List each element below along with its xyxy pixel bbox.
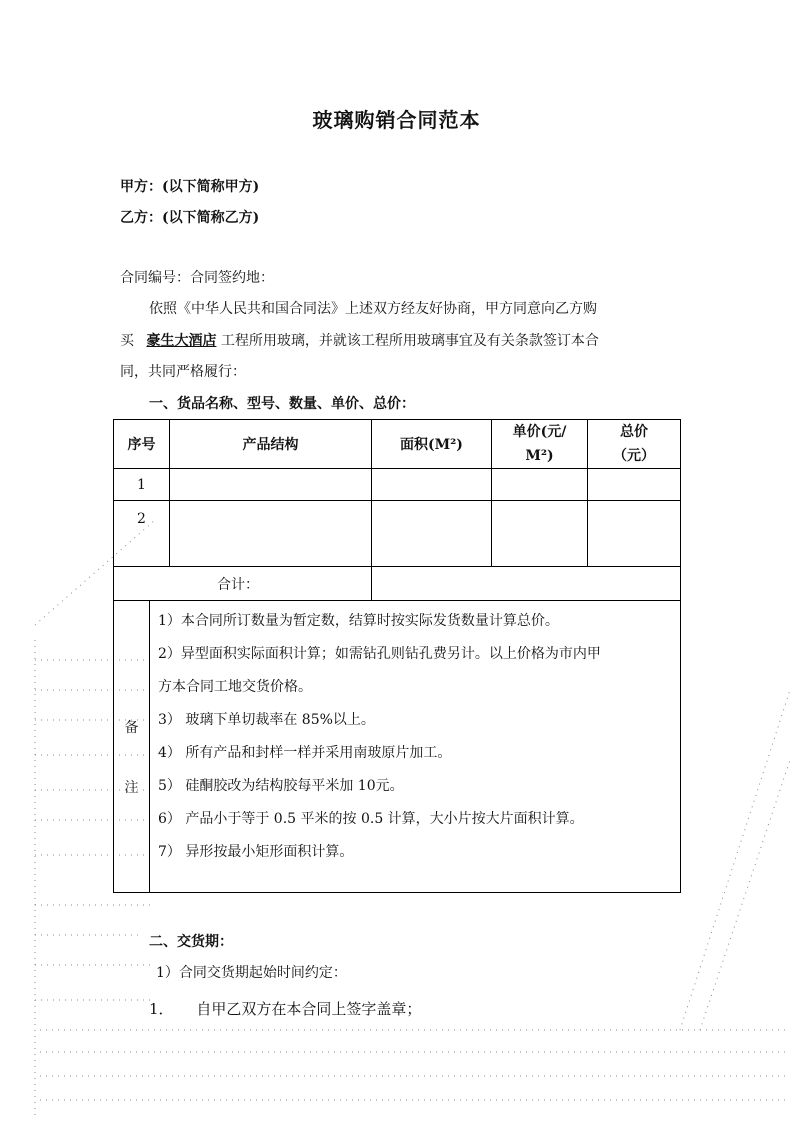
intro-line-1: 依照《中华人民共和国合同法》上述双方经友好协商，甲方同意向乙方购 [149, 301, 597, 317]
row-total-cell [588, 501, 681, 567]
delivery-clause-2-text: 自甲乙双方在本合同上签字盖章； [196, 1000, 422, 1018]
remark-label-cell [114, 601, 150, 893]
header-unit-price [492, 420, 588, 469]
intro-prefix: 买 [120, 333, 134, 349]
row-product-cell [170, 469, 372, 501]
row-area-cell [372, 469, 492, 501]
header-total [588, 420, 681, 469]
row-number: 1 [114, 469, 170, 501]
row-unit-price-cell [492, 469, 588, 501]
intro-line-2 [120, 326, 599, 356]
notes-cell [150, 601, 681, 893]
table-notes-row [114, 601, 681, 893]
table-header-row [114, 420, 681, 469]
hotel-name: 豪生大酒店 [146, 333, 217, 349]
note-item: 5） 硅酮胶改为结构胶每平米加 10元。 [158, 778, 404, 794]
header-product: 产品结构 [170, 420, 372, 469]
header-unit-price-line2: M²) [525, 448, 554, 464]
party-a-label: 甲方：(以下简称甲方) [120, 179, 260, 195]
header-total-line2: （元） [613, 448, 655, 464]
header-no: 序号 [114, 420, 170, 469]
remark-char-1: 备 [124, 720, 139, 736]
note-item: 7） 异形按最小矩形面积计算。 [158, 844, 354, 860]
header-area: 面积(M²) [372, 420, 492, 469]
row-unit-price-cell [492, 501, 588, 567]
row-total-cell [588, 469, 681, 501]
table-row [114, 469, 681, 501]
section-1-heading: 一、货品名称、型号、数量、单价、总价： [149, 396, 415, 412]
sum-label: 合计： [114, 567, 372, 601]
delivery-clause-2 [149, 998, 421, 1019]
row-area-cell [372, 501, 492, 567]
note-item: 6） 产品小于等于 0.5 平米的按 0.5 计算，大小片按大片面积计算。 [158, 811, 584, 827]
note-item: 1）本合同所订数量为暂定数，结算时按实际发货数量计算总价。 [158, 613, 559, 629]
sum-value-cell [372, 567, 681, 601]
note-item: 4） 所有产品和封样一样并采用南玻原片加工。 [158, 745, 452, 761]
section-2-heading: 二、交货期： [149, 934, 233, 950]
delivery-clause-2-number: 1． [149, 1000, 174, 1018]
goods-table [113, 419, 681, 893]
party-b-label: 乙方：(以下简称乙方) [120, 210, 260, 226]
row-product-cell [170, 501, 372, 567]
contract-number-line: 合同编号：合同签约地： [120, 270, 274, 286]
table-sum-row [114, 567, 681, 601]
note-item: 2）异型面积实际面积计算；如需钻孔则钻孔费另计。以上价格为市内甲 [158, 646, 601, 662]
delivery-clause-1: 1）合同交货期起始时间约定： [156, 965, 347, 981]
header-total-line1: 总价 [620, 424, 648, 440]
row-number: 2 [114, 501, 170, 567]
note-item: 3） 玻璃下单切裁率在 85%以上。 [158, 712, 375, 728]
intro-suffix: 工程所用玻璃，并就该工程所用玻璃事宜及有关条款签订本合 [220, 333, 599, 349]
document-title: 玻璃购销合同范本 [312, 108, 481, 132]
remark-char-2: 注 [124, 780, 139, 796]
note-item: 方本合同工地交货价格。 [158, 679, 312, 695]
table-row [114, 501, 681, 567]
header-unit-price-line1: 单价(元/ [512, 424, 567, 440]
intro-line-3: 同，共同严格履行： [120, 364, 246, 380]
